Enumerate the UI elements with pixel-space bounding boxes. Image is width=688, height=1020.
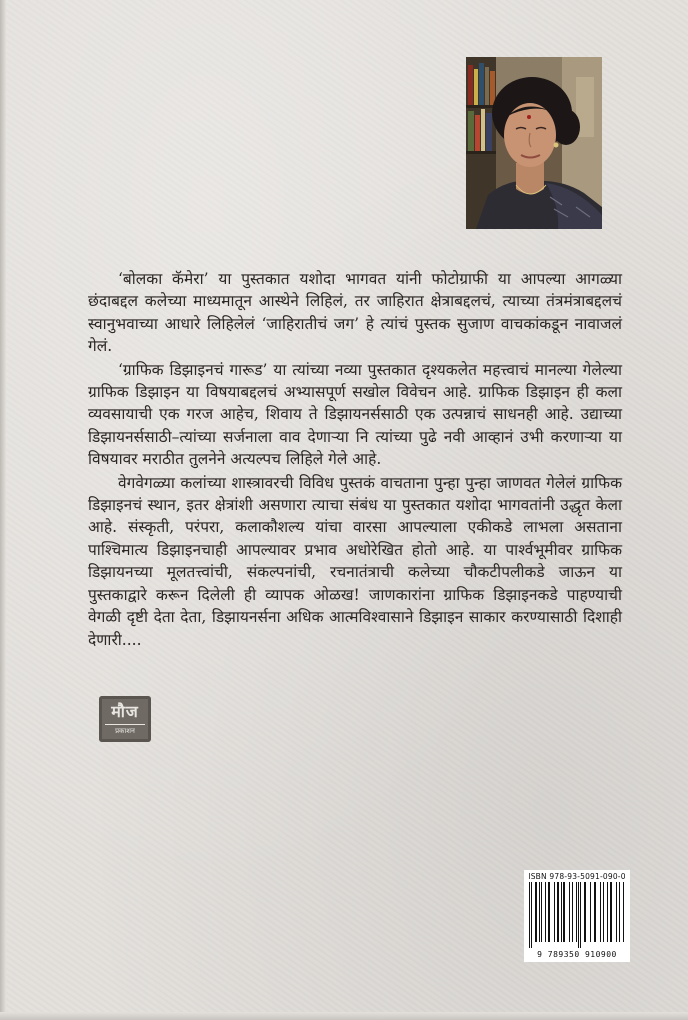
page-edge-shadow xyxy=(0,0,6,1020)
blurb-paragraph-3: वेगवेगळ्या कलांच्या शास्त्रावरची विविध पुस्तकं वाचताना पुन्हा पुन्हा जाणवत गेलेलं ग्राफिक डिझाइनचं स्थान, इतर क्षेत्रांशी असणारा त्याचा संबंध या पुस्तकात यशोदा भागवतांनी उद्धृत केला आहे. संस्कृती, परंपरा, कलाकौशल्य यांचा वारसा आपल्याला एकीकडे लाभला असताना पाश्चिमात्य डिझाइनचाही आपल्यावर प्रभाव अधोरेखित होतो आहे. या पार्श्वभूमीवर ग्राफिक डिझायनच्या मूलतत्त्वांची, संकल्पनांची, रचनातंत्राची कलेच्या चौकटीपलीकडे जाऊन या पुस्तकाद्वारे करून दिलेली ही व्यापक ओळख! जाणकारांना ग्राफिक डिझाइनकडे पाहण्याची वेगळी दृष्टी देता देता, डिझायनर्सना अधिक आत्मविश्वासाने डिझाइन साकार करण्यासाठी दिशाही देणारी.... xyxy=(88,473,622,649)
barcode-number: 9 789350 910900 xyxy=(537,950,617,959)
isbn-label: ISBN 978-93-5091-090-0 xyxy=(528,872,626,881)
isbn-barcode xyxy=(524,870,630,962)
author-photo xyxy=(466,57,602,229)
barcode-bars xyxy=(528,882,626,948)
blurb-paragraph-2: ‘ग्राफिक डिझाइनचं गारूड’ या त्यांच्या नव्या पुस्तकात दृश्यकलेत महत्त्वाचं मानल्या गेलेल्या ग्राफिक डिझाइन या विषयाबद्दलचं अभ्यासपूर्ण सखोल विवेचन आहे. ग्राफिक डिझाइन ही कला व्यवसायाची एक गरज आहेच, शिवाय ते डिझायनर्ससाठी एक उत्पन्नाचं साधनही आहे. उद्याच्या डिझायनर्ससाठी–त्यांच्या सर्जनाला वाव देणाऱ्या नि त्यांच्या पुढे नवी आव्हानं उभी करणाऱ्या या विषयावर मराठीत तुलनेने अत्यल्पच लिहिले गेले आहे. xyxy=(88,360,622,469)
publisher-logo-main: मौज xyxy=(111,702,139,721)
publisher-logo xyxy=(99,696,151,742)
page-edge-bottom xyxy=(0,1012,688,1020)
publisher-logo-sub: प्रकाशन xyxy=(105,724,145,736)
blurb-paragraph-1: ‘बोलका कॅमेरा’ या पुस्तकात यशोदा भागवत यांनी फोटोग्राफी या आपल्या आगळ्या छंदाबद्दल कलेच्या माध्यमातून आस्थेने लिहिलं, तर जाहिरात क्षेत्राबद्दलचं, त्याच्या तंत्रमंत्राबद्दलचं स्वानुभवाच्या आधारे लिहिलेलं ‘जाहिरातीचं जग’ हे त्यांचं पुस्तक सुजाण वाचकांकडून नावाजलं गेलं. xyxy=(88,270,622,356)
back-cover-blurb xyxy=(88,268,622,652)
